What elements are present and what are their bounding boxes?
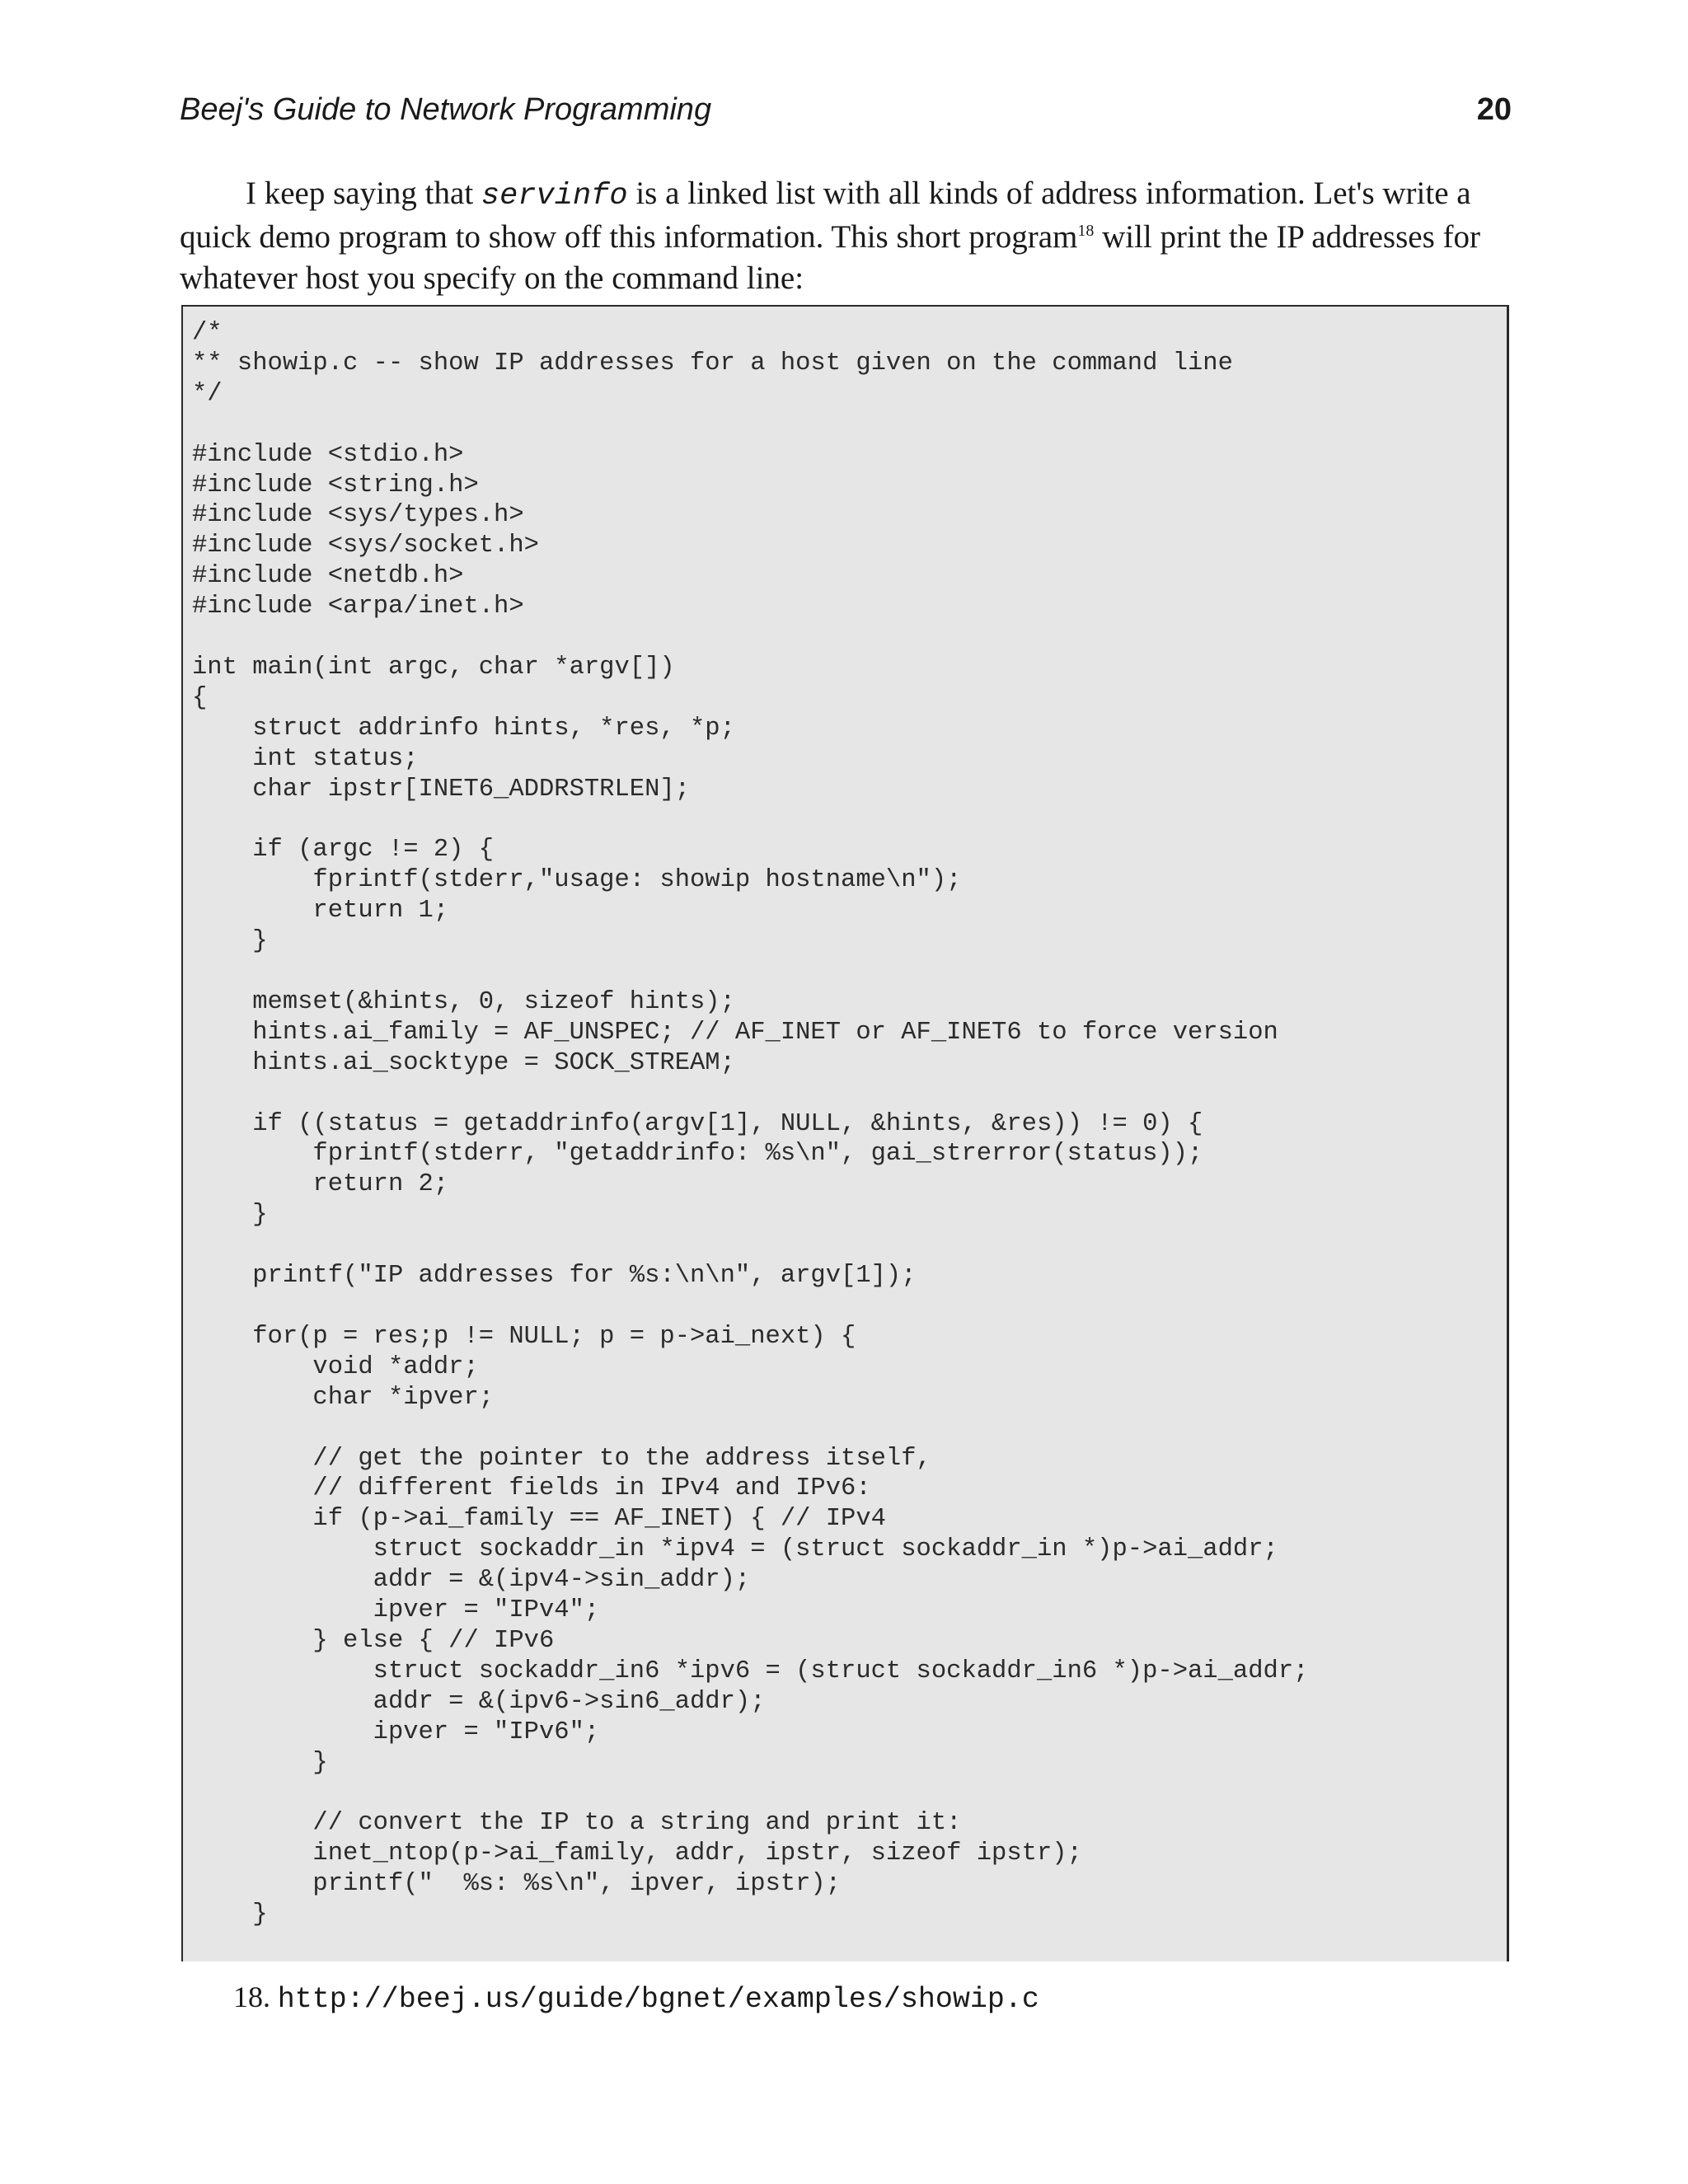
footnote-reference: 18 — [1077, 222, 1095, 240]
intro-text-part1: I keep saying that — [246, 176, 481, 211]
inline-code-servinfo: servinfo — [481, 179, 628, 213]
intro-paragraph — [180, 173, 1515, 299]
intro-text-part3: will print the IP addresses for whatever host you specify on the command line: — [180, 219, 1480, 296]
running-header-title: Beej's Guide to Network Programming — [180, 92, 712, 127]
footnote-number: 18. — [233, 1980, 270, 2013]
footnote — [233, 1980, 1039, 2016]
intro-text-part2: is a linked list with all kinds of address information. Let's write a quick demo program to show off this information. This short program — [180, 176, 1471, 255]
code-listing-box — [181, 305, 1509, 1961]
footnote-link[interactable]: http://beej.us/guide/bgnet/examples/showip.c — [277, 1983, 1039, 2016]
code-listing: /* ** showip.c -- show IP addresses for a host given on the command line */ #include <stdio.h> #include <string.h> #include <sys/types.h> #include <sys/socket.h> #include <netdb.h> #include <arpa/inet.h> int main(int argc, char *argv[]) { struct addrinfo hints, *res, *p; int status; char ipstr[INET6_ADDRSTRLEN]; if (argc != 2) { fprintf(stderr,"usage: showip hostname\n"); return 1; } memset(&hints, 0, sizeof hints); hints.ai_family = AF_UNSPEC; // AF_INET or AF_INET6 to force version hints.ai_socktype = SOCK_STREAM; if ((status = getaddrinfo(argv[1], NULL, &hints, &res)) != 0) { fprintf(stderr, "getaddrinfo: %s\n", gai_strerror(status)); return 2; } printf("IP addresses for %s:\n\n", argv[1]); for(p = res;p != NULL; p = p->ai_next) { void *addr; char *ipver; // get the pointer to the address itself, // different fields in IPv4 and IPv6: if (p->ai_family == AF_INET) { // IPv4 struct sockaddr_in *ipv4 = (struct sockaddr_in *)p->ai_addr; addr = &(ipv4->sin_addr); ipver = "IPv4"; } else { // IPv6 struct sockaddr_in6 *ipv6 = (struct sockaddr_in6 *)p->ai_addr; addr = &(ipv6->sin6_addr); ipver = "IPv6"; } // convert the IP to a string and print it: inet_ntop(p->ai_family, addr, ipstr, sizeof ipstr); printf(" %s: %s\n", ipver, ipstr); } — [192, 319, 1309, 1929]
page-number: 20 — [1476, 92, 1512, 127]
